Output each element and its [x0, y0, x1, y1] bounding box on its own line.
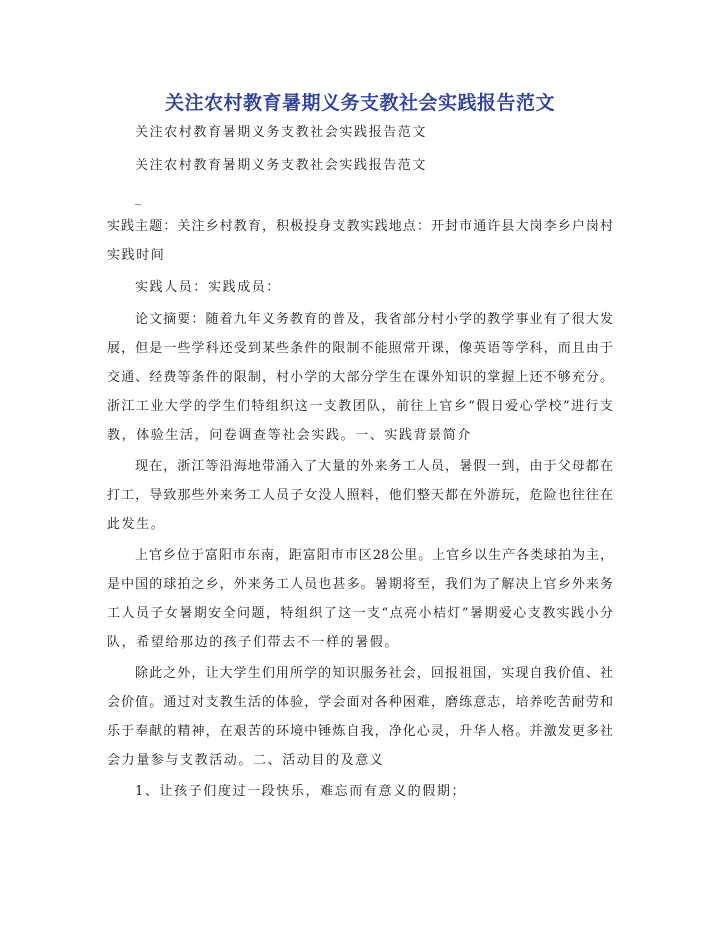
background-line-1: 现在，浙江等沿海地带涌入了大量的外来务工人员，暑假一到，由于父母都在 [135, 459, 613, 474]
abstract-line-1: 论文摘要：随着九年义务教育的普及，我省部分村小学的教学事业有了很大发 [135, 312, 613, 327]
location-line-3: 工人员子女暑期安全问题，特组织了这一支“点亮小桔灯”暑期爱心支教实践小分 [107, 606, 613, 621]
list-item-1: 1、让孩子们度过一段快乐，难忘而有意义的假期； [135, 784, 467, 799]
location-line-1: 上官乡位于富阳市东南，距富阳市市区28公里。上官乡以生产各类球拍为主， [135, 548, 613, 563]
theme-line-1: 实践主题：关注乡村教育，积极投身支教实践地点：开封市通许县大岗李乡户岗村 [107, 219, 613, 234]
location-line-4: 队，希望给那边的孩子们带去不一样的暑假。 [107, 635, 400, 650]
theme-line-2: 实践时间 [107, 248, 166, 263]
location-line-2: 是中国的球拍之乡，外来务工人员也甚多。暑期将至，我们为了解决上官乡外来务 [107, 577, 613, 592]
abstract-line-4: 浙江工业大学的学生们特组织这一支教团队，前往上官乡“假日爱心学校”进行支 [107, 399, 613, 414]
members-line: 实践人员：实践成员： [135, 280, 282, 295]
dash-line: _ [135, 191, 144, 206]
background-line-2: 打工，导致那些外来务工人员子女没人照料，他们整天都在外游玩，危险也往往在 [107, 488, 613, 503]
purpose-line-1: 除此之外，让大学生们用所学的知识服务社会，回报祖国，实现自我价值、社 [135, 666, 613, 681]
subtitle-line-1: 关注农村教育暑期义务支教社会实践报告范文 [135, 125, 428, 140]
abstract-line-2: 展，但是一些学科还受到某些条件的限制不能照常开课，像英语等学科，而且由于 [107, 341, 613, 356]
purpose-line-4: 会力量参与支教活动。二、活动目的及意义 [107, 753, 385, 768]
purpose-line-2: 会价值。通过对支教生活的体验，学会面对各种困难，磨练意志，培养吃苦耐劳和 [107, 695, 613, 710]
abstract-line-3: 交通、经费等条件的限制，村小学的大部分学生在课外知识的掌握上还不够充分。 [107, 370, 613, 385]
purpose-line-3: 乐于奉献的精神，在艰苦的环境中锤炼自我，净化心灵，升华人格。并激发更多社 [107, 724, 613, 739]
document-title: 关注农村教育暑期义务支教社会实践报告范文 [164, 92, 555, 114]
abstract-line-5: 教，体验生活，问卷调查等社会实践。一、实践背景简介 [107, 428, 473, 443]
background-line-3: 此发生。 [107, 517, 166, 532]
subtitle-line-2: 关注农村教育暑期义务支教社会实践报告范文 [135, 158, 428, 173]
